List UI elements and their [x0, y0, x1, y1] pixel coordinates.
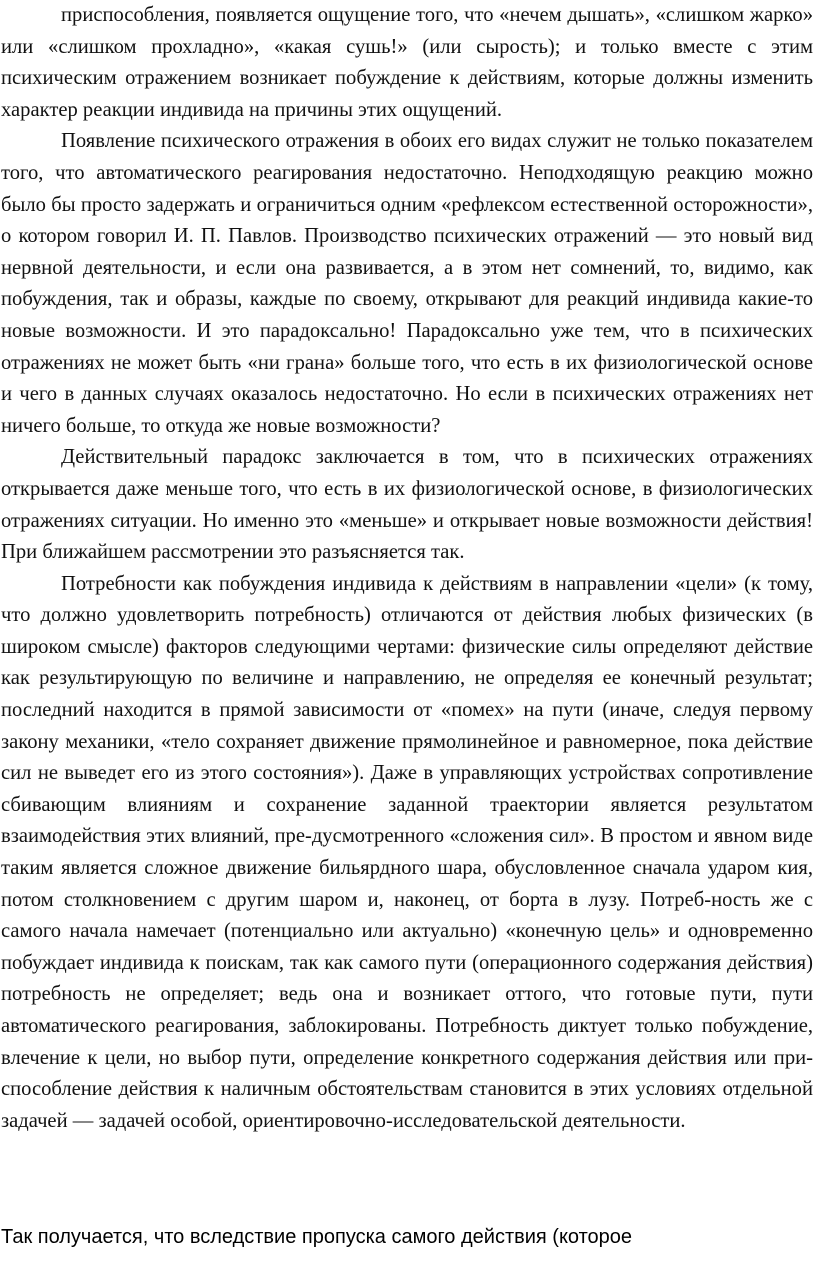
final-line: Так получается, что вследствие пропуска самого действия (которое — [1, 1226, 633, 1248]
paragraph-psychic-reflection: Появление психического отражения в обоих его видах служит не только показателем того, что автоматического реагирования недостаточно. Неподходящую реакцию можно было бы просто задержать и ограничиться одним «рефлексом естественной осторожности», о котором говорил И. П. Павлов. Производство психических отражений — это новый вид нервной деятельности, и если она развивается, а в этом нет сомнений, то, видимо, как побуждения, так и образы, каждые по своему, открывают для реакций индивида какие-то новые возможности. И это парадоксально! Парадоксально уже тем, что в психических отражениях не может быть «ни грана» больше того, что есть в их физиологической основе и чего в данных случаях оказалось недостаточно. Но если в психических отражениях нет ничего больше, то откуда же новые возможности? — [1, 130, 813, 437]
paragraph-needs: Потребности как побуждения индивида к действиям в направлении «цели» (к тому, что должно удовлетворить потребность) отличаются от действия любых физических (в широком смысле) факторов следующими чертами: физические силы определяют действие как результирующую по величине и направлению, не определяя ее конечный результат; последний находится в прямой зависимости от «помех» на пути (иначе, следуя первому закону механики, «тело сохраняет движение прямолинейное и равномерное, пока действие сил не выведет его из этого состояния»). Даже в управляющих устройствах сопротивление сбивающим влияниям и сохранение заданной траектории является результатом взаимодействия этих влияний, пре-дусмотренного «сложения сил». В простом и явном виде таким является сложное движение бильярдного шара, обусловленное сначала ударом кия, потом столкновением с другим шаром и, наконец, от борта в лузу. Потреб-ность же с самого начала намечает (потенциально или актуально) «конечную цель» и одновременно побуждает индивида к поискам, так как самого пути (операционного содержания действия) потребность не определяет; ведь она и возникает оттого, что готовые пути, пути автоматического реагирования, заблокированы. Потребность диктует только побуждение, влечение к цели, но выбор пути, определение конкретного содержания действия или при-способление действия к наличным обстоятельствам становится в этих условиях отдельной задачей — задачей особой, ориентировочно-исследовательской деятельности. — [1, 572, 813, 1132]
paragraph-paradox: Действительный парадокс заключается в том, что в психических отражениях открывается даже меньше того, что есть в их физиологической основе, в физиологических отражениях ситуации. Но именно это «меньше» и открывает новые возможности действия! При ближайшем рассмотрении это разъясняется так. — [1, 446, 813, 564]
body-text — [1, 0, 813, 1137]
paragraph-continuation: приспособления, появляется ощущение того, что «нечем дышать», «слишком жарко» или «слишком прохладно», «какая сушь!» (или сырость); и только вместе с этим психическим отражением возникает побуждение к действиям, которые должны изменить характер реакции индивида на причины этих ощущений. — [1, 4, 813, 121]
